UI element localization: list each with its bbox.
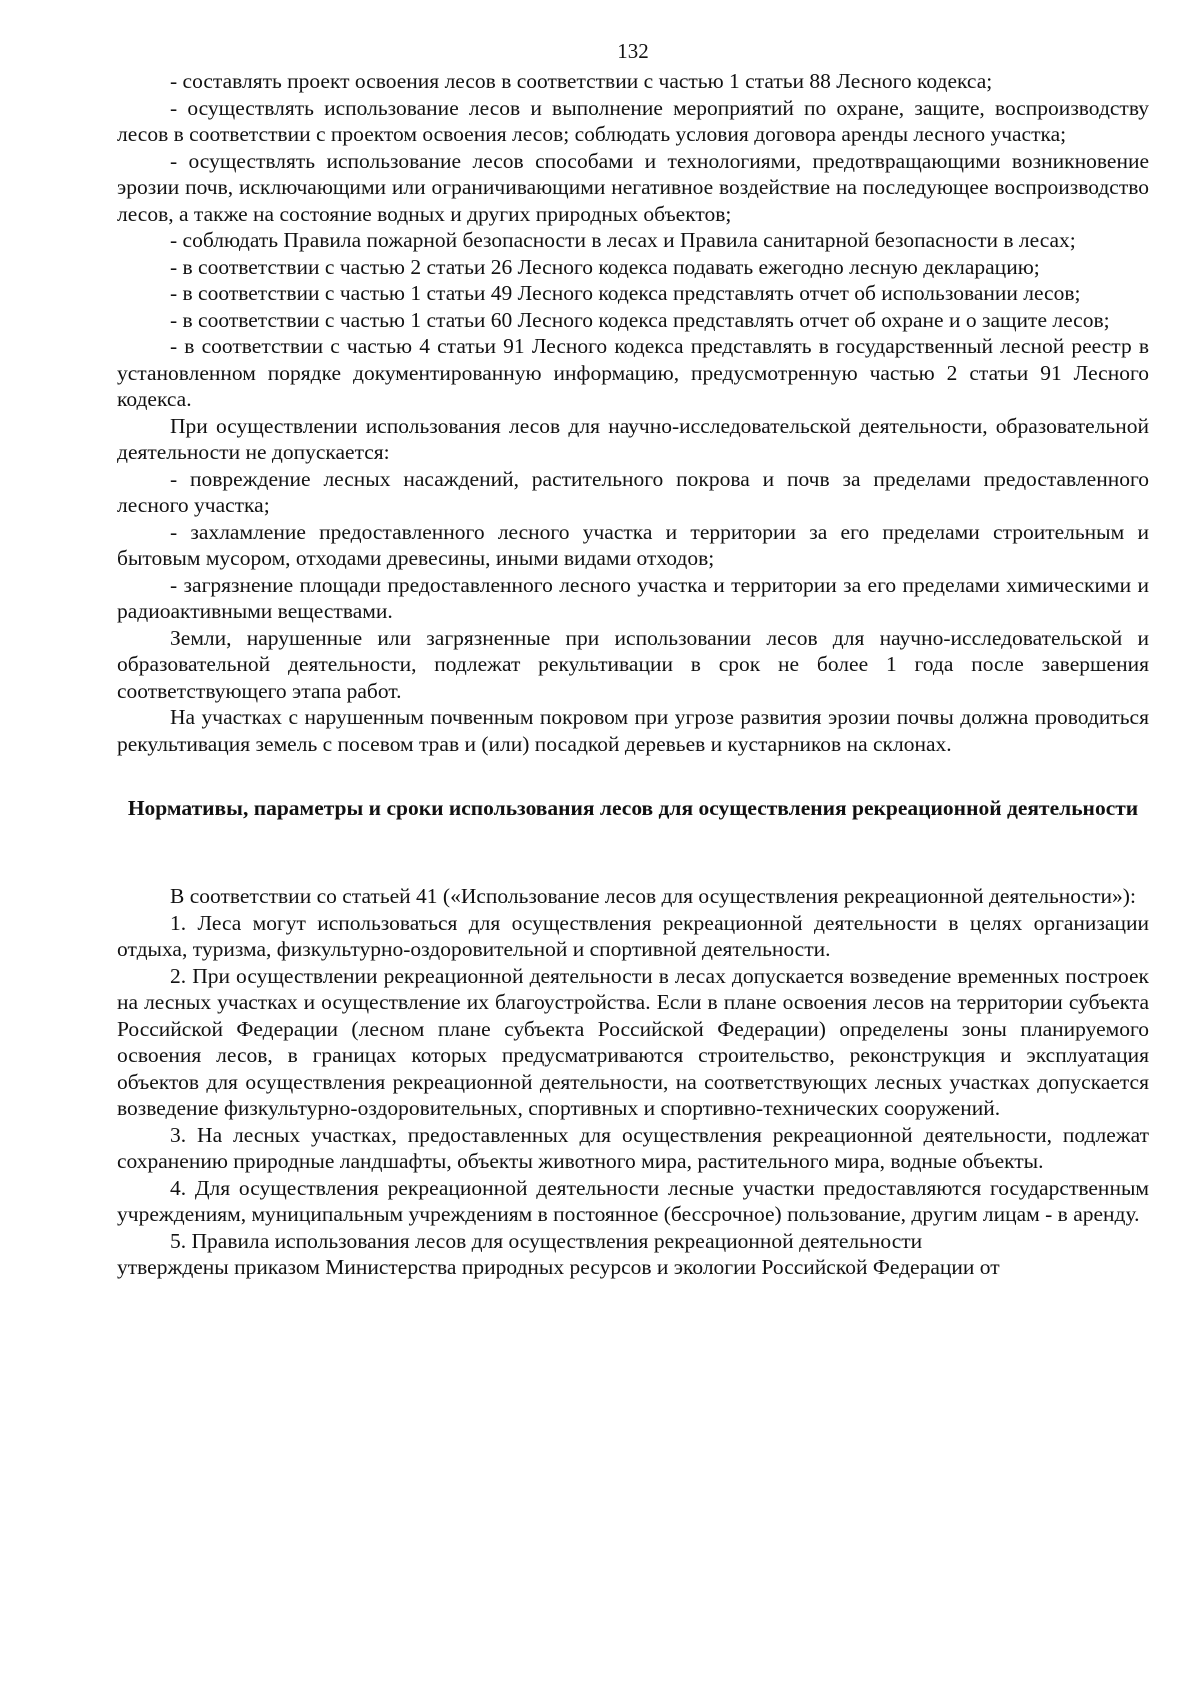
section-recreation <box>117 883 1149 1281</box>
paragraph: - в соответствии с частью 1 статьи 60 Лесного кодекса представлять отчет об охране и о защите лесов; <box>170 307 1110 332</box>
document-page <box>117 38 1149 1281</box>
paragraph: - осуществлять использование лесов способами и технологиями, предотвращающими возникновение эрозии почв, исключающими или ограничивающими негативное воздействие на последующее воспроизводство лесов, а также на состояние водных и других природных объектов; <box>117 148 1149 226</box>
section-heading: Нормативы, параметры и сроки использования лесов для осуществления рекреационной деятельности <box>127 796 1139 820</box>
paragraph: утверждены приказом Министерства природных ресурсов и экологии Российской Федерации от <box>117 1255 1000 1279</box>
paragraph: - загрязнение площади предоставленного лесного участка и территории за его пределами химическими и радиоактивными веществами. <box>117 572 1149 623</box>
paragraph: - соблюдать Правила пожарной безопасности в лесах и Правила санитарной безопасности в лесах; <box>170 228 1076 252</box>
paragraph: - осуществлять использование лесов и выполнение мероприятий по охране, защите, воспроизводству лесов в соответствии с проектом освоения лесов; соблюдать условия договора аренды лесного участка; <box>117 95 1149 146</box>
paragraph: - повреждение лесных насаждений, растительного покрова и почв за пределами предоставленного лесного участка; <box>117 466 1149 517</box>
paragraph: 1. Леса могут использоваться для осуществления рекреационной деятельности в целях организации отдыха, туризма, физкультурно-оздоровительной и спортивной деятельности. <box>117 910 1149 961</box>
paragraph: 3. На лесных участках, предоставленных для осуществления рекреационной деятельности, подлежат сохранению природные ландшафты, объекты животного мира, растительного мира, водные объекты. <box>117 1122 1149 1173</box>
paragraph: - захламление предоставленного лесного участка и территории за его пределами строительным и бытовым мусором, отходами древесины, иными видами отходов; <box>117 519 1149 570</box>
paragraph: 2. При осуществлении рекреационной деятельности в лесах допускается возведение временных построек на лесных участках и осуществление их благоустройства. Если в плане освоения лесов на территории субъекта Российской Федерации (лесном плане субъекта Российской Федерации) определены зоны планируемого освоения лесов, в границах которых предусматриваются строительство, реконструкция и эксплуатация объектов для осуществления рекреационной деятельности, на соответствующих лесных участках допускается возведение физкультурно-оздоровительных, спортивных и спортивно-технических сооружений. <box>117 963 1149 1120</box>
paragraph: 4. Для осуществления рекреационной деятельности лесные участки предоставляются государственным учреждениям, муниципальным учреждениям в постоянное (бессрочное) пользование, другим лицам - в аренду. <box>117 1175 1149 1226</box>
paragraph: Земли, нарушенные или загрязненные при использовании лесов для научно-исследовательской и образовательной деятельности, подлежат рекультивации в срок не более 1 года после завершения соответствующего этапа работ. <box>117 625 1149 703</box>
paragraph: - составлять проект освоения лесов в соответствии с частью 1 статьи 88 Лесного кодекса; <box>170 69 993 93</box>
paragraph: - в соответствии с частью 2 статьи 26 Лесного кодекса подавать ежегодно лесную декларацию; <box>170 254 1040 279</box>
paragraph: 5. Правила использования лесов для осуществления рекреационной деятельности <box>170 1228 923 1253</box>
paragraph: - в соответствии с частью 4 статьи 91 Лесного кодекса представлять в государственный лесной реестр в установленном порядке документированную информацию, предусмотренную частью 2 статьи 91 Лесного кодекса. <box>117 334 1149 411</box>
page-number: 132 <box>617 39 649 63</box>
paragraph: При осуществлении использования лесов для научно-исследовательской деятельности, образовательной деятельности не допускается: <box>117 413 1149 464</box>
paragraph: В соответствии со статьей 41 («Использование лесов для осуществления рекреационной деятельности»): <box>170 884 1136 908</box>
section-obligations <box>117 68 1149 757</box>
paragraph: На участках с нарушенным почвенным покровом при угрозе развития эрозии почвы должна проводиться рекультивация земель с посевом трав и (или) посадкой деревьев и кустарников на склонах. <box>117 705 1149 756</box>
paragraph: - в соответствии с частью 1 статьи 49 Лесного кодекса представлять отчет об использовании лесов; <box>170 281 1081 305</box>
